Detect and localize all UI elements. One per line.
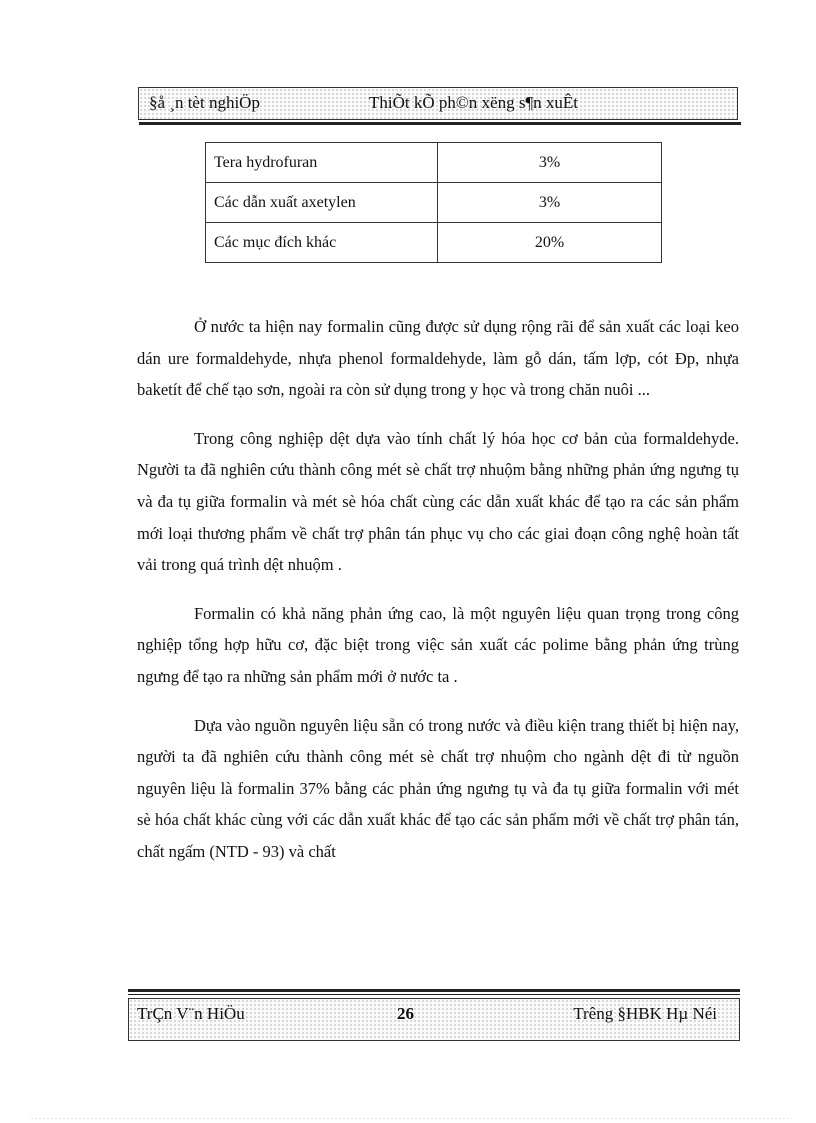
page-header bbox=[138, 87, 738, 120]
bottom-dotted-line bbox=[30, 1117, 790, 1119]
header-thesis-title: ThiÕt kÕ ph©n xëng s¶n xuÊt bbox=[369, 93, 579, 112]
footer-author: TrÇn V¨n HiÖu bbox=[137, 1004, 245, 1023]
paragraph: Formalin có khả năng phản ứng cao, là một nguyên liệu quan trọng trong công nghiệp tổng hợp hữu cơ, đặc biệt trong việc sản xuất các polime bằng phản ứng trùng ngưng để tạo ra những sản phẩm mới ở nước ta . bbox=[137, 603, 739, 686]
table-cell-percent: 20% bbox=[438, 223, 662, 263]
table-cell-name: Các dẫn xuất axetylen bbox=[206, 183, 438, 223]
page-number: 26 bbox=[397, 1004, 414, 1023]
table-cell-percent: 3% bbox=[438, 183, 662, 223]
footer-divider-thin bbox=[128, 994, 740, 995]
paragraph: Ở nước ta hiện nay formalin cũng được sử dụng rộng rãi để sản xuất các loại keo dán ure formaldehyde, nhựa phenol formaldehyde, làm gỗ dán, tấm lợp, cót Ðp, nhựa baketít để chế tạo sơn, ngoài ra còn sử dụng trong y học và trong chăn nuôi ... bbox=[137, 317, 739, 400]
page-footer bbox=[128, 998, 740, 1041]
body-text bbox=[137, 311, 739, 885]
table-cell-percent: 3% bbox=[438, 143, 662, 183]
table-row bbox=[206, 223, 662, 263]
footer-school: Trêng §HBK Hµ Néi bbox=[573, 1004, 717, 1023]
table-row bbox=[206, 143, 662, 183]
table-cell-name: Các mục đích khác bbox=[206, 223, 438, 263]
paragraph: Trong công nghiệp dệt dựa vào tính chất lý hóa học cơ bản của formaldehyde. Người ta đã nghiên cứu thành công mét sè chất trợ nhuộm bằng những phản ứng ngưng tụ và đa tụ giữa formalin và mét sè hóa chất cùng các dẫn xuất khác để tạo ra các sản phẩm mới loại thương phẩm về chất trợ phân tán phục vụ cho các giai đoạn công nghệ hoàn tất vải trong quá trình dệt nhuộm . bbox=[137, 428, 739, 575]
paragraph: Dựa vào nguồn nguyên liệu sẵn có trong nước và điều kiện trang thiết bị hiện nay, người ta đã nghiên cứu thành công mét sè chất trợ nhuộm cho ngành dệt đi từ nguồn nguyên liệu là formalin 37% bằng các phản ứng ngưng tụ và đa tụ giữa formalin với mét sè hóa chất khác cùng với các dẫn xuất khác để tạo các sản phẩm mới về chất trợ phân tán, chất ngấm (NTD - 93) và chất bbox=[137, 715, 739, 861]
table-row bbox=[206, 183, 662, 223]
table-cell-name: Tera hydrofuran bbox=[206, 143, 438, 183]
header-thesis-label: §å ¸n tèt nghiÖp bbox=[149, 93, 260, 112]
footer-divider bbox=[128, 989, 740, 992]
usage-table bbox=[205, 142, 662, 263]
